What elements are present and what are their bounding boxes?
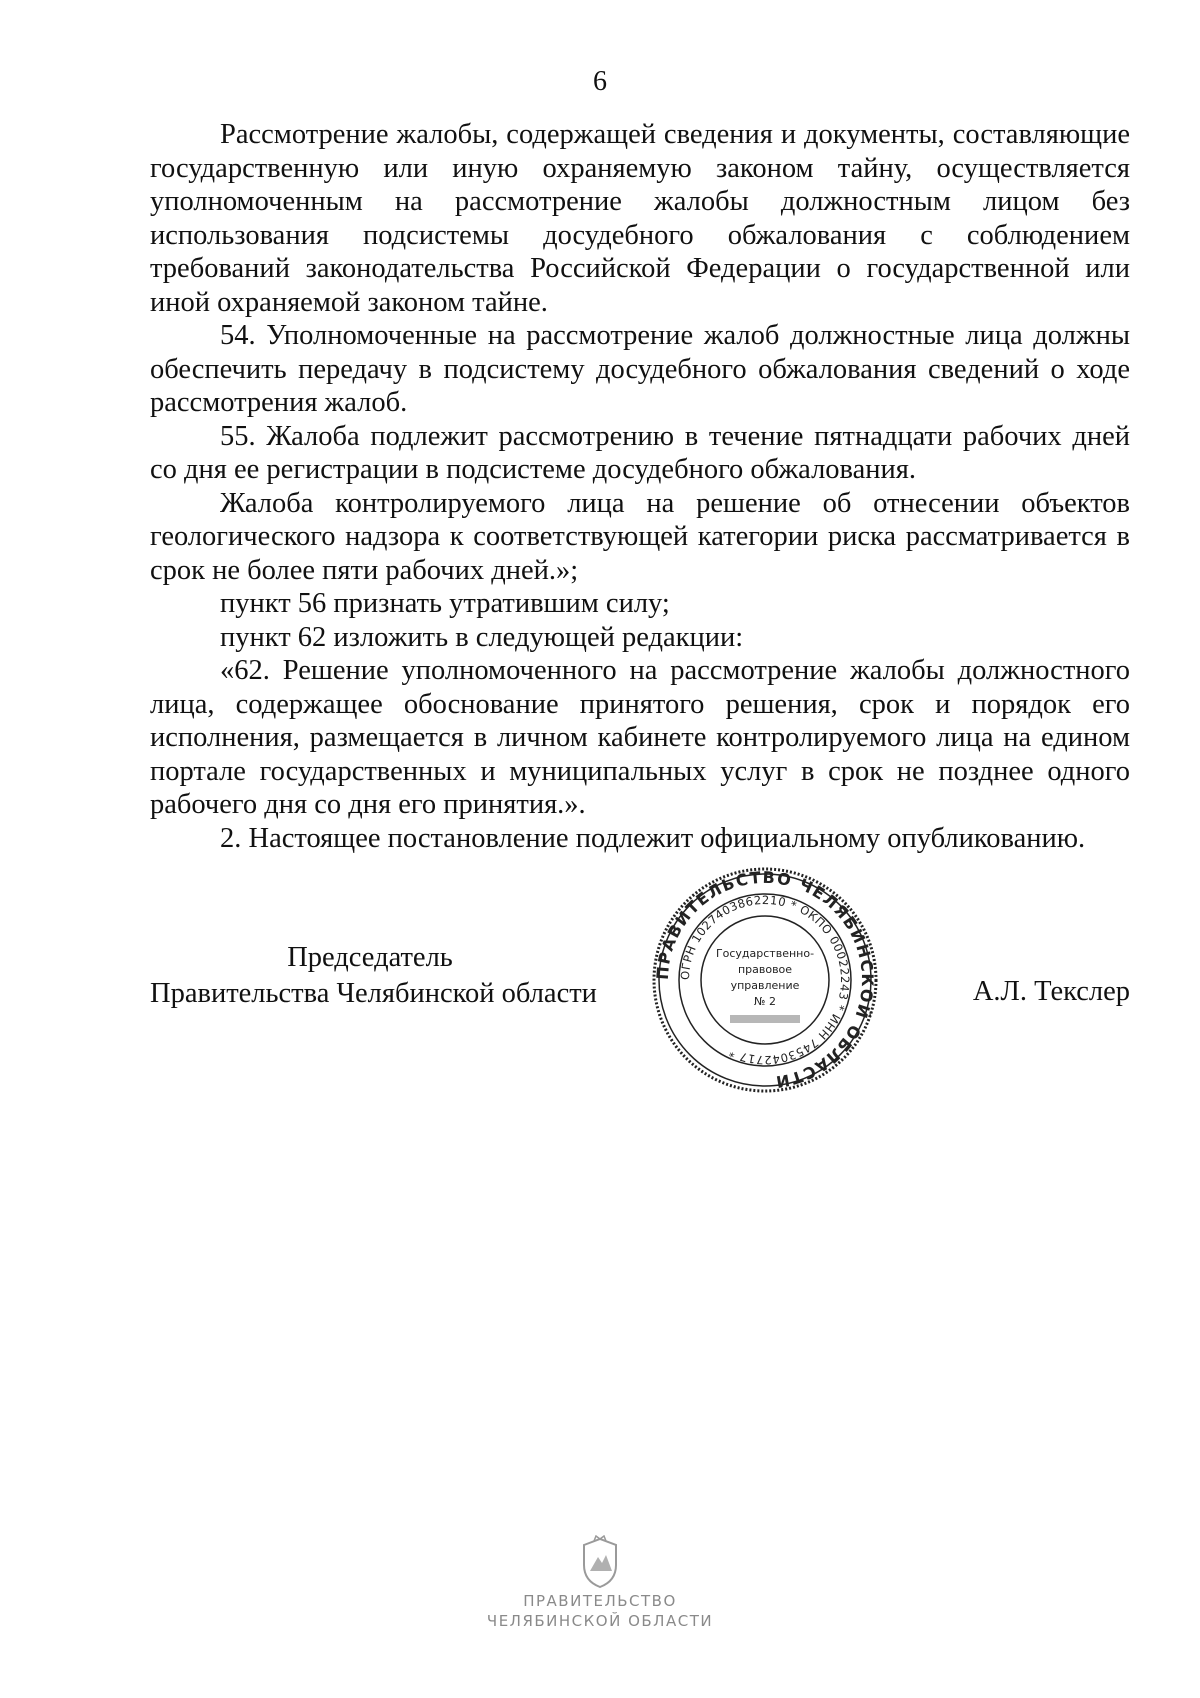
footer-emblem (0, 1535, 1200, 1631)
paragraph-publication: 2. Настоящее постановление подлежит официальному опубликованию. (220, 822, 1086, 854)
paragraph-55: 55. Жалоба подлежит рассмотрению в течение пятнадцати рабочих дней со дня ее регистрации в подсистеме досудебного обжалования. (150, 420, 1130, 485)
seal-center-line4: № 2 (754, 995, 776, 1008)
signatory-title (150, 940, 597, 1012)
signatory-title-line1: Председатель (287, 942, 453, 973)
coat-of-arms-icon (576, 1535, 624, 1591)
seal-smudge (730, 1015, 800, 1023)
paragraph-54: 54. Уполномоченные на рассмотрение жалоб должностные лица должны обеспечить передачу в подсистему досудебного обжалования сведений о ходе рассмотрения жалоб. (150, 320, 1130, 418)
emblem-line2: ЧЕЛЯБИНСКОЙ ОБЛАСТИ (486, 1612, 714, 1630)
emblem-line1: ПРАВИТЕЛЬСТВО (523, 1592, 677, 1610)
paragraph-risk-category: Жалоба контролируемого лица на решение об отнесении объектов геологического надзора к соответствующей категории риска рассматривается в срок не более пяти рабочих дней.»; (150, 487, 1130, 586)
seal-center-line2: правовое (737, 963, 793, 976)
paragraph-62-text: «62. Решение уполномоченного на рассмотрение жалобы должностного лица, содержащее обоснование принятого решения, срок и порядок его исполнения, размещается в личном кабинете контролируемого лица на едином портале государственных и муниципальных услуг в срок не позднее одного рабочего дня со дня его принятия.». (150, 655, 1130, 820)
paragraph-secret-complaint: Рассмотрение жалобы, содержащей сведения и документы, составляющие государственную или иную охраняемую законом тайну, осуществляется уполномоченным на рассмотрение жалобы должностным лицом без использования подсистемы досудебного обжалования с соблюдением требований законодательства Российской Федерации о государственной или иной охраняемой законом тайне. (150, 119, 1130, 318)
document-body (150, 118, 1130, 855)
paragraph-point-56: пункт 56 признать утратившим силу; (220, 588, 670, 619)
signatory-title-line2: Правительства Челябинской области (150, 978, 597, 1009)
official-seal (650, 865, 880, 1095)
signatory-name: А.Л. Текслер (972, 976, 1130, 1007)
seal-center-line3: управление (730, 979, 800, 992)
seal-inner-ring-text: ОГРН 1027403862210 * ОКПО 00022243 * ИНН 7453042717 * (677, 892, 853, 1068)
paragraph-point-62: пункт 62 изложить в следующей редакции: (220, 621, 744, 653)
page-number: 6 (593, 66, 607, 97)
signature-block (150, 867, 1130, 1145)
seal-outer-text: ПРАВИТЕЛЬСТВО ЧЕЛЯБИНСКОЙ ОБЛАСТИ (652, 867, 878, 1092)
seal-center-line1: Государственно- (715, 947, 815, 960)
